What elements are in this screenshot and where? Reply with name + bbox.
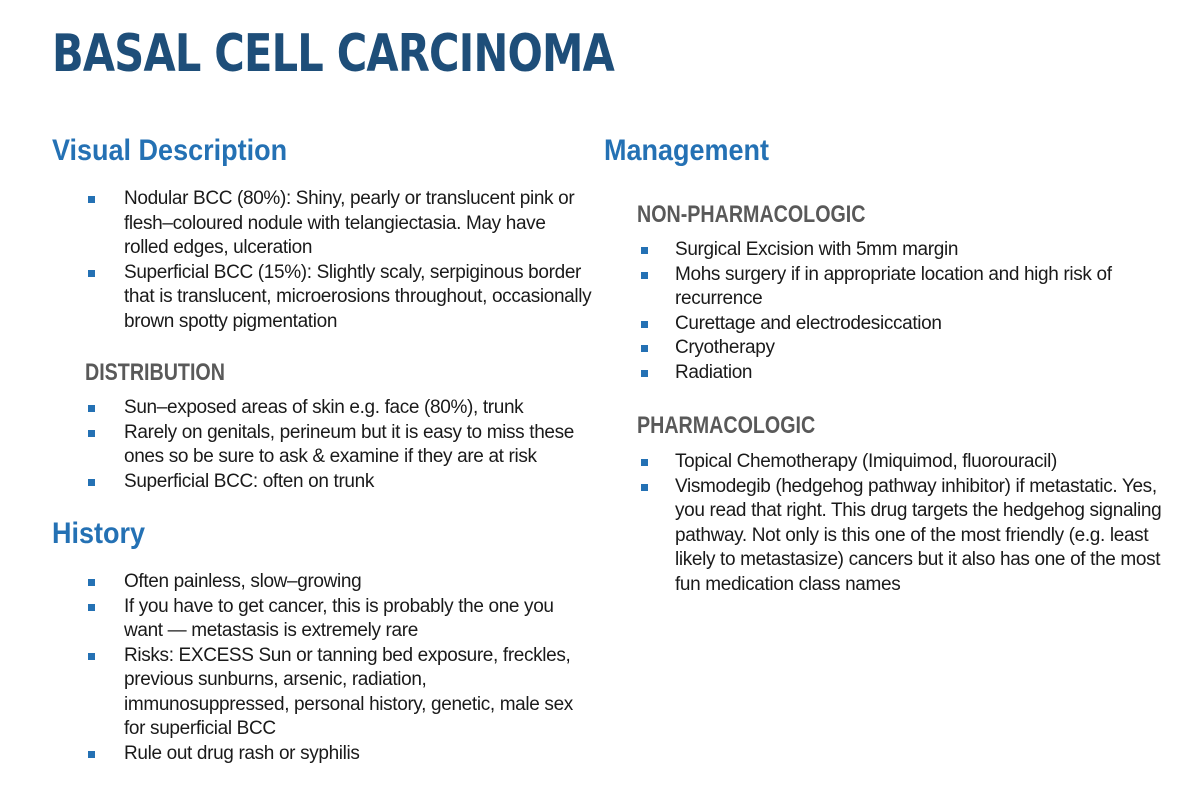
bullet-icon — [641, 247, 648, 254]
bullet-icon — [88, 405, 95, 412]
bullet-icon — [88, 604, 95, 611]
list-item-text: Cryotherapy — [675, 337, 775, 358]
list-item-text: Radiation — [675, 361, 753, 383]
bullet-icon — [88, 479, 95, 486]
history-list — [52, 570, 592, 766]
bullet-icon — [641, 370, 648, 377]
bullet-icon — [641, 345, 648, 352]
page-title: BASAL CELL CARCINOMA — [52, 24, 615, 84]
bullet-icon — [88, 430, 95, 437]
history-heading: History — [52, 517, 146, 550]
pharmacologic-list — [604, 450, 1174, 597]
list-item — [52, 421, 592, 470]
bullet-icon — [88, 579, 95, 586]
list-item-text: Nodular BCC (80%): Shiny, pearly or translucent pink or flesh–coloured nodule with telangiectasia. May have rolled edges, ulceration — [124, 188, 575, 258]
list-item-text: Sun–exposed areas of skin e.g. face (80%), trunk — [124, 397, 524, 418]
list-item — [52, 742, 592, 767]
list-item — [604, 450, 1174, 475]
bullet-icon — [641, 272, 648, 279]
non-pharmacologic-list — [604, 238, 1174, 385]
left-column — [52, 133, 592, 766]
list-item-text: Rarely on genitals, perineum but it is easy to miss these ones so be sure to ask & examine if they are at risk — [124, 421, 574, 467]
list-item — [604, 238, 1174, 263]
bullet-icon — [88, 270, 95, 277]
list-item — [604, 361, 1174, 386]
list-item-text: Rule out drug rash or syphilis — [124, 742, 360, 764]
list-item — [52, 644, 592, 742]
visual-description-heading: Visual Description — [52, 134, 288, 167]
list-item-text: If you have to get cancer, this is probably the one you want — metastasis is extremely rare — [124, 595, 554, 641]
list-item — [604, 263, 1174, 312]
list-item — [52, 261, 592, 335]
bullet-icon — [641, 321, 648, 328]
bullet-icon — [641, 459, 648, 466]
distribution-list — [52, 396, 592, 494]
list-item — [604, 336, 1174, 361]
bullet-icon — [641, 484, 648, 491]
list-item — [52, 187, 592, 261]
pharmacologic-heading: PHARMACOLOGIC — [637, 412, 816, 439]
non-pharmacologic-heading: NON-PHARMACOLOGIC — [637, 201, 866, 228]
list-item — [52, 570, 592, 595]
list-item-text: Vismodegib (hedgehog pathway inhibitor) if metastatic. Yes, you read that right. This drug targets the hedgehog signaling pathway. Not only is this one of the most friendly (e.g. least likely to metastasize) cancers but it also has one of the most fun medication class names — [675, 475, 1162, 595]
list-item — [52, 470, 592, 495]
list-item-text: Often painless, slow–growing — [124, 571, 362, 592]
right-column — [604, 133, 1174, 597]
bullet-icon — [88, 196, 95, 203]
list-item — [52, 396, 592, 421]
list-item-text: Surgical Excision with 5mm margin — [675, 239, 959, 260]
visual-description-list — [52, 187, 592, 334]
list-item-text: Topical Chemotherapy (Imiquimod, fluorouracil) — [675, 451, 1058, 472]
management-heading: Management — [604, 134, 770, 167]
list-item-text: Curettage and electrodesiccation — [675, 312, 942, 334]
list-item-text: Risks: EXCESS Sun or tanning bed exposure, freckles, previous sunburns, arsenic, radiation, immunosuppressed, personal history, genetic, male sex for superficial BCC — [124, 644, 573, 739]
list-item — [52, 595, 592, 644]
list-item — [604, 312, 1174, 337]
list-item — [604, 475, 1174, 598]
bullet-icon — [88, 751, 95, 758]
distribution-heading: DISTRIBUTION — [85, 359, 225, 386]
list-item-text: Superficial BCC (15%): Slightly scaly, serpiginous border that is translucent, microerosions throughout, occasionally brown spotty pigmentation — [124, 261, 592, 332]
list-item-text: Superficial BCC: often on trunk — [124, 470, 375, 492]
list-item-text: Mohs surgery if in appropriate location and high risk of recurrence — [675, 263, 1112, 309]
bullet-icon — [88, 653, 95, 660]
